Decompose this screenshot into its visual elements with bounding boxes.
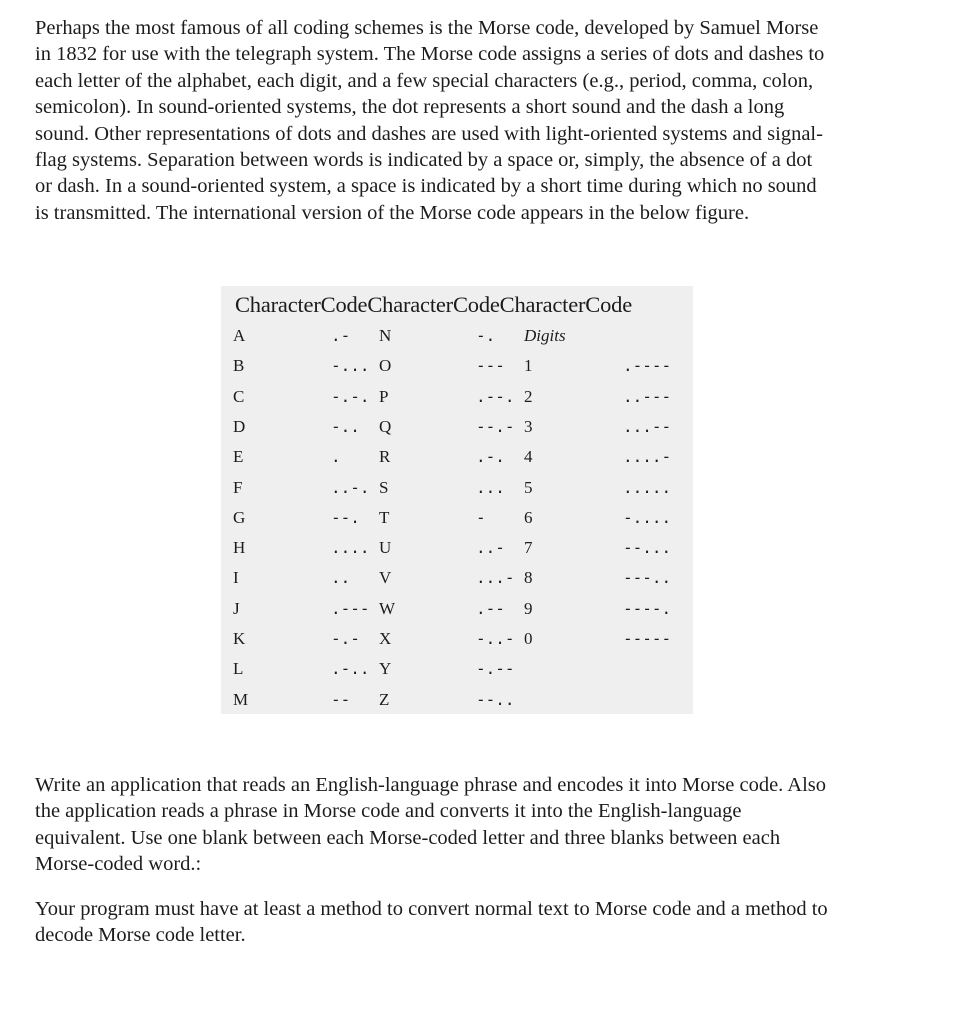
table-char-cell: I bbox=[233, 568, 239, 588]
table-char-cell: A bbox=[233, 326, 246, 345]
table-code-cell: .- bbox=[331, 326, 351, 345]
table-char-cell: N bbox=[379, 326, 392, 345]
task-line: Morse-coded word.: bbox=[35, 853, 202, 876]
table-char-cell: C bbox=[233, 386, 245, 406]
table-char-cell: F bbox=[233, 477, 243, 497]
table-char-cell: B bbox=[233, 356, 245, 376]
requirement-line: decode Morse code letter. bbox=[35, 924, 246, 947]
table-char-cell: P bbox=[379, 386, 389, 406]
requirement-paragraph bbox=[35, 896, 920, 949]
table-code-cell: .--. bbox=[476, 386, 515, 406]
table-code-cell: -. bbox=[476, 326, 496, 345]
table-code-cell: ..- bbox=[476, 538, 505, 558]
requirement-line: Your program must have at least a method to convert normal text to Morse code and a method to bbox=[35, 898, 828, 920]
table-char-cell: L bbox=[233, 659, 244, 679]
table-char-cell: V bbox=[379, 568, 392, 588]
table-code-cell: --.- bbox=[476, 416, 515, 436]
table-code-cell: ---.. bbox=[623, 568, 672, 588]
table-char-cell: 8 bbox=[524, 568, 533, 588]
table-char-cell: Digits bbox=[524, 326, 566, 345]
table-char-cell: Y bbox=[379, 659, 392, 679]
table-char-cell: 6 bbox=[524, 507, 533, 527]
table-code-cell: ...- bbox=[476, 568, 515, 588]
table-code-cell: --- bbox=[476, 356, 505, 376]
table-char-cell: 3 bbox=[524, 416, 533, 436]
table-char-cell: S bbox=[379, 477, 389, 497]
table-char-cell: X bbox=[379, 629, 392, 648]
table-code-cell: .... bbox=[331, 538, 370, 558]
table-code-cell: .--- bbox=[331, 598, 370, 618]
table-code-cell: -- bbox=[331, 689, 351, 709]
table-char-cell: U bbox=[379, 538, 392, 558]
table-code-cell: - bbox=[476, 507, 486, 527]
table-char-cell: T bbox=[379, 507, 390, 527]
intro-line: each letter of the alphabet, each digit, and a few special characters (e.g., period, comma, colon, bbox=[35, 69, 814, 92]
table-code-cell: -.- bbox=[331, 629, 360, 648]
table-char-cell: O bbox=[379, 356, 392, 376]
table-code-cell: .-.. bbox=[331, 659, 370, 679]
table-char-cell: 2 bbox=[524, 386, 533, 406]
table-code-cell: .-- bbox=[476, 598, 505, 618]
table-code-cell: .-. bbox=[476, 447, 505, 467]
table-code-cell: .---- bbox=[623, 356, 672, 376]
table-char-cell: 9 bbox=[524, 598, 533, 618]
task-line: equivalent. Use one blank between each Morse-coded letter and three blanks between each bbox=[35, 826, 781, 849]
task-line: the application reads a phrase in Morse code and converts it into the English-language bbox=[35, 800, 742, 823]
table-char-cell: 5 bbox=[524, 477, 533, 497]
table-code-cell: -.... bbox=[623, 507, 672, 527]
table-code-cell: --... bbox=[623, 538, 672, 558]
table-code-cell: --.. bbox=[476, 689, 515, 709]
table-code-cell: . bbox=[331, 447, 341, 467]
table-char-cell: K bbox=[233, 629, 246, 648]
table-char-cell: 0 bbox=[524, 629, 533, 648]
table-code-cell: ....- bbox=[623, 447, 672, 467]
task-paragraph bbox=[35, 772, 920, 878]
intro-line: or dash. In a sound-oriented system, a space is indicated by a short time during which no sound bbox=[35, 175, 817, 198]
table-char-cell: G bbox=[233, 507, 246, 527]
table-char-cell: R bbox=[379, 447, 391, 467]
table-code-cell: -..- bbox=[476, 629, 515, 648]
table-code-cell: -... bbox=[331, 356, 370, 376]
table-char-cell: Z bbox=[379, 689, 390, 709]
morse-code-table-figure bbox=[221, 286, 693, 714]
task-line: Write an application that reads an English-language phrase and encodes it into Morse code. Also bbox=[35, 774, 827, 796]
table-code-cell: -.-- bbox=[476, 659, 515, 679]
table-char-cell: H bbox=[233, 538, 246, 558]
intro-line: flag systems. Separation between words is indicated by a space or, simply, the absence of a dot bbox=[35, 149, 813, 172]
intro-line: semicolon). In sound-oriented systems, the dot represents a short sound and the dash a long bbox=[35, 96, 785, 119]
table-code-cell: .. bbox=[331, 568, 351, 588]
table-char-cell: 4 bbox=[524, 447, 533, 467]
table-code-cell: ..--- bbox=[623, 386, 672, 406]
intro-line: sound. Other representations of dots and dashes are used with light-oriented systems and signal- bbox=[35, 122, 823, 145]
table-code-cell: --. bbox=[331, 507, 360, 527]
table-code-cell: ----. bbox=[623, 598, 672, 618]
intro-line: is transmitted. The international version of the Morse code appears in the below figure. bbox=[35, 201, 750, 224]
table-char-cell: 7 bbox=[524, 538, 533, 558]
table-code-cell: ...-- bbox=[623, 416, 672, 436]
intro-line: Perhaps the most famous of all coding schemes is the Morse code, developed by Samuel Morse bbox=[35, 17, 819, 39]
table-char-cell: W bbox=[379, 598, 396, 618]
table-char-cell: Q bbox=[379, 416, 392, 436]
table-code-cell: ... bbox=[476, 477, 505, 497]
table-code-cell: -.-. bbox=[331, 386, 370, 406]
table-char-cell: D bbox=[233, 416, 246, 436]
table-char-cell: J bbox=[233, 598, 240, 618]
table-char-cell: M bbox=[233, 689, 249, 709]
table-code-cell: ----- bbox=[623, 629, 672, 648]
table-code-cell: ..... bbox=[623, 477, 672, 497]
intro-line: in 1832 for use with the telegraph system. The Morse code assigns a series of dots and dashes to bbox=[35, 43, 825, 66]
table-header: CharacterCodeCharacterCodeCharacterCode bbox=[235, 292, 633, 317]
table-char-cell: E bbox=[233, 447, 244, 467]
intro-paragraph bbox=[35, 15, 920, 226]
table-char-cell: 1 bbox=[524, 356, 533, 376]
table-code-cell: -.. bbox=[331, 416, 360, 436]
table-code-cell: ..-. bbox=[331, 477, 370, 497]
